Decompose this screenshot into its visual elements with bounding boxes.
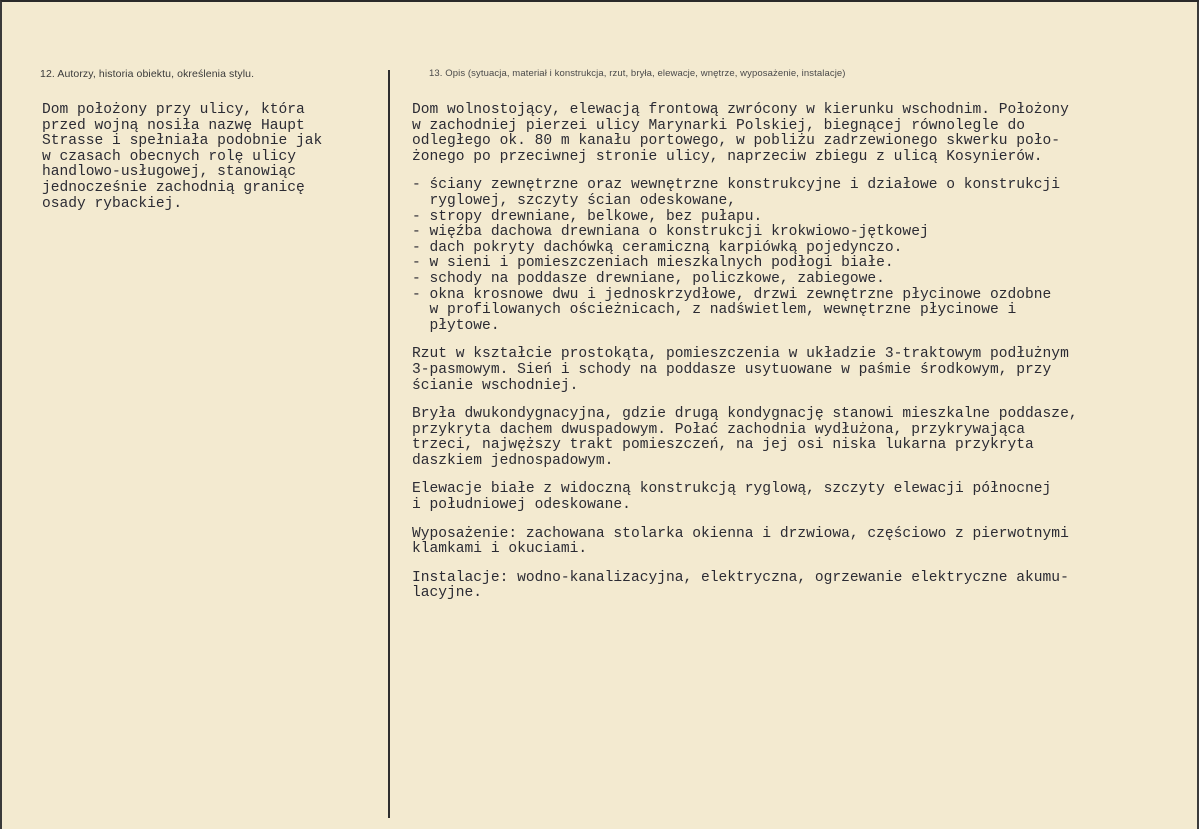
section-13-header: 13. Opis (sytuacja, materiał i konstrukcja, rzut, bryła, elewacje, wnętrze, wyposażenie, instalacje) xyxy=(429,68,846,79)
description-column xyxy=(412,103,1182,615)
section-12-header: 12. Autorzy, historia obiektu, określenia stylu. xyxy=(40,68,255,80)
authors-history-text: Dom położony przy ulicy, która przed wojną nosiła nazwę Haupt Strasse i spełniała podobnie jak w czasach obecnych rolę ulicy handlowo-usługowej, stanowiąc jednocześnie zachodnią granicę osady rybackiej. xyxy=(42,102,323,212)
list-item: - dach pokryty dachówką ceramiczną karpiówką pojedynczo. xyxy=(412,239,903,256)
installations-paragraph: Instalacje: wodno-kanalizacyjna, elektryczna, ogrzewanie elektryczne akumu- lacyjne. xyxy=(412,569,1069,602)
elevations-paragraph: Elewacje białe z widoczną konstrukcją ryglową, szczyty elewacji północnej i południowej odeskowane. xyxy=(412,481,1052,514)
list-item: - więźba dachowa drewniana o konstrukcji krokwiowo-jętkowej xyxy=(412,224,929,241)
list-item: - w sieni i pomieszczeniach mieszkalnych podłogi białe. xyxy=(412,255,894,272)
list-item: - okna krosnowe dwu i jednoskrzydłowe, drzwi zewnętrzne płycinowe ozdobne w profilowanych ościeżnicach, z nadświetlem, wewnętrzne płycinowe i płytowe. xyxy=(412,286,1052,334)
furnishings-paragraph: Wyposażenie: zachowana stolarka okienna i drzwiowa, częściowo z pierwotnymi klamkami i okuciami. xyxy=(412,525,1069,558)
list-item: - ściany zewnętrzne oraz wewnętrzne konstrukcyjne i działowe o konstrukcji ryglowej, szczyty ścian odeskowane, xyxy=(412,177,1061,209)
list-item: - schody na poddasze drewniane, policzkowe, zabiegowe. xyxy=(412,270,885,287)
construction-list xyxy=(412,178,1182,334)
massing-paragraph: Bryła dwukondygnacyjna, gdzie drugą kondygnację stanowi mieszkalne poddasze, przykryta dachem dwuspadowym. Połać zachodnia wydłużona, przykrywająca trzeci, najwęższy trakt pomieszczeń, na jej osi niska lukarna przykryta daszkiem jednospadowym. xyxy=(412,406,1078,469)
situation-paragraph: Dom wolnostojący, elewacją frontową zwrócony w kierunku wschodnim. Położony w zachodniej pierzei ulicy Marynarki Polskiej, biegnącej równolegle do odległego ok. 80 m kanału portowego, w pobliżu zadrzewionego skwerku poło- żonego po przeciwnej stronie ulicy, naprzeciw zbiegu z ulicą Kosynierów. xyxy=(412,102,1069,165)
column-divider xyxy=(388,70,390,818)
floor-plan-paragraph: Rzut w kształcie prostokąta, pomieszczenia w układzie 3-traktowym podłużnym 3-pasmowym. Sień i schody na poddasze usytuowane w paśmie środkowym, przy ścianie wschodniej. xyxy=(412,346,1069,394)
list-item: - stropy drewniane, belkowe, bez pułapu. xyxy=(412,208,763,225)
